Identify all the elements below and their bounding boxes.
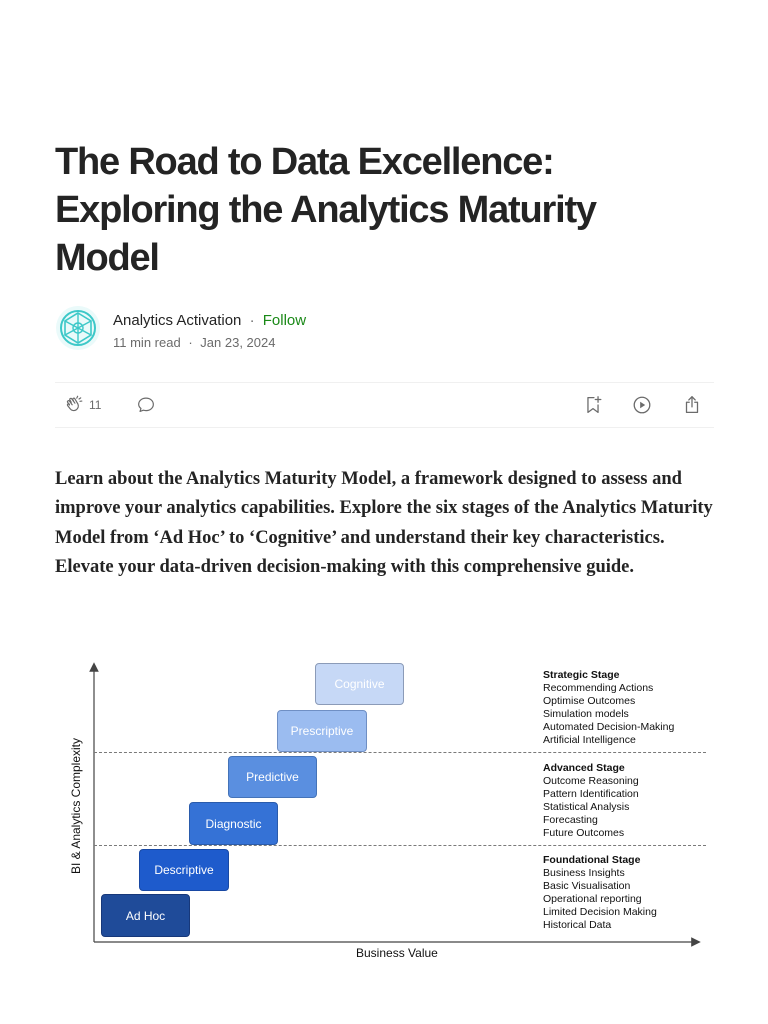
group-item: Business Insights bbox=[543, 866, 625, 879]
clap-button[interactable] bbox=[63, 393, 101, 417]
advanced-stage-group bbox=[543, 762, 639, 839]
avatar-logo-icon bbox=[58, 308, 98, 348]
x-axis-label: Business Value bbox=[356, 946, 438, 960]
publish-date: Jan 23, 2024 bbox=[200, 335, 276, 350]
byline bbox=[56, 306, 716, 354]
stage-descriptive: Descriptive bbox=[139, 849, 229, 891]
read-time: 11 min read bbox=[113, 335, 181, 350]
share-icon bbox=[681, 394, 703, 416]
stage-predictive: Predictive bbox=[228, 756, 317, 798]
stage-prescriptive: Prescriptive bbox=[277, 710, 367, 752]
author-avatar[interactable] bbox=[56, 306, 100, 350]
stage-diagnostic: Diagnostic bbox=[189, 802, 278, 845]
author-name[interactable]: Analytics Activation bbox=[113, 312, 242, 329]
follow-button[interactable]: Follow bbox=[262, 312, 307, 329]
foundational-stage-group bbox=[543, 854, 657, 931]
share-button[interactable] bbox=[681, 393, 703, 417]
maturity-model-figure bbox=[60, 655, 720, 965]
play-circle-icon bbox=[631, 394, 653, 416]
separator-dot: · bbox=[188, 335, 193, 350]
group-item: Historical Data bbox=[543, 918, 612, 931]
group-item: Statistical Analysis bbox=[543, 800, 630, 813]
save-button[interactable] bbox=[582, 393, 604, 417]
article-title: The Road to Data Excellence: Exploring the Analytics Maturity Model bbox=[55, 141, 596, 279]
action-bar bbox=[55, 382, 714, 428]
group-header: Advanced Stage bbox=[543, 762, 625, 774]
group-item: Outcome Reasoning bbox=[543, 774, 639, 787]
article-intro: Learn about the Analytics Maturity Model, a framework designed to assess and improve your analytics capabilities. Explore the six stages of the Analytics Maturity Model from ‘Ad Hoc’ to ‘Cognitive’ and understand their key characteristics. Elevate your data-driven decision-making with this comprehensive guide. bbox=[55, 469, 713, 577]
group-item: Simulation models bbox=[543, 707, 629, 720]
author-row bbox=[113, 312, 306, 330]
comment-button[interactable] bbox=[135, 393, 157, 417]
group-item: Artificial Intelligence bbox=[543, 733, 636, 746]
listen-button[interactable] bbox=[631, 393, 653, 417]
bookmark-add-icon bbox=[582, 394, 604, 416]
group-item: Operational reporting bbox=[543, 892, 642, 905]
group-item: Automated Decision-Making bbox=[543, 720, 675, 733]
group-item: Optimise Outcomes bbox=[543, 694, 636, 707]
y-axis-label: BI & Analytics Complexity bbox=[69, 737, 83, 875]
strategic-stage-group bbox=[543, 669, 674, 746]
group-item: Forecasting bbox=[543, 813, 598, 826]
group-item: Pattern Identification bbox=[543, 787, 639, 800]
stage-divider bbox=[94, 752, 706, 753]
group-item: Future Outcomes bbox=[543, 826, 625, 839]
separator-dot: · bbox=[249, 312, 255, 329]
meta-row bbox=[113, 335, 275, 351]
stage-ad-hoc: Ad Hoc bbox=[101, 894, 190, 937]
group-header: Foundational Stage bbox=[543, 854, 641, 866]
clap-count: 11 bbox=[89, 398, 102, 412]
stage-divider bbox=[94, 845, 706, 846]
group-item: Basic Visualisation bbox=[543, 879, 631, 892]
stage-cognitive: Cognitive bbox=[315, 663, 404, 705]
group-item: Recommending Actions bbox=[543, 681, 654, 694]
group-item: Limited Decision Making bbox=[543, 905, 657, 918]
comment-icon bbox=[135, 394, 157, 416]
group-header: Strategic Stage bbox=[543, 669, 620, 681]
clap-icon bbox=[63, 394, 85, 416]
